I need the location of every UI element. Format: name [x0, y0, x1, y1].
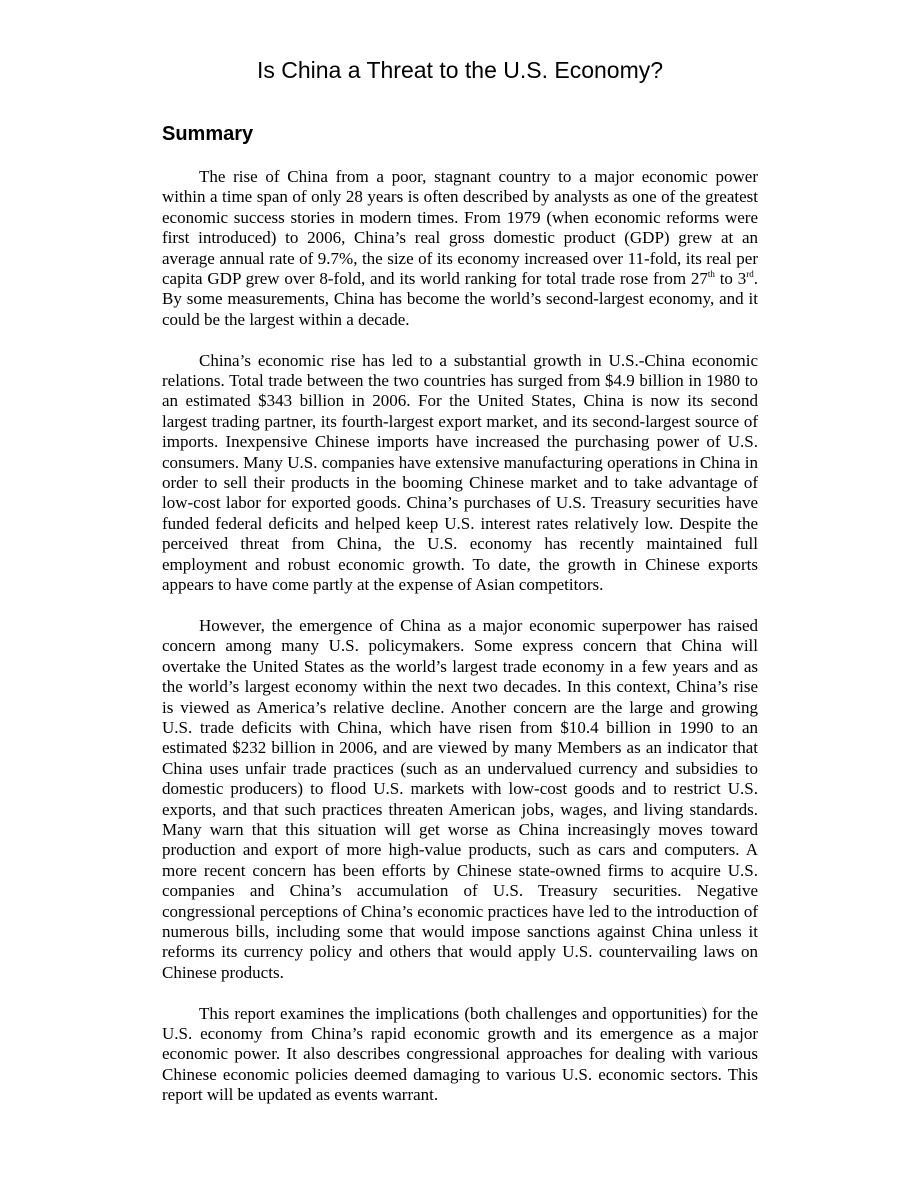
summary-body: [162, 167, 758, 1106]
summary-paragraph-4: This report examines the implications (both challenges and opportunities) for the U.S. economy from China’s rapid economic growth and its emergence as a major economic power. It also describes congressional approaches for dealing with various Chinese economic policies deemed damaging to various U.S. economic sectors. This report will be updated as events warrant.: [162, 1003, 758, 1105]
document-title: Is China a Threat to the U.S. Economy?: [256, 57, 664, 83]
section-heading-summary: Summary: [162, 123, 254, 145]
paragraph-1-text-c: . By some measurements, China has become the world’s second-largest economy, and it could be the largest within a decade.: [162, 269, 758, 329]
ordinal-suffix-th: th: [707, 269, 715, 280]
summary-paragraph-2: China’s economic rise has led to a substantial growth in U.S.-China economic relations. Total trade between the two countries has surged from $4.9 billion in 1980 to an estimated $343 billion in 2006. For the United States, China is now its second largest trading partner, its fourth-largest export market, and its second-largest source of imports. Inexpensive Chinese imports have increased the purchasing power of U.S. consumers. Many U.S. companies have extensive manufacturing operations in China in order to sell their products in the booming Chinese market and to take advantage of low-cost labor for exported goods. China’s purchases of U.S. Treasury securities have funded federal deficits and helped keep U.S. interest rates relatively low. Despite the perceived threat from China, the U.S. economy has recently maintained full employment and robust economic growth. To date, the growth in Chinese exports appears to have come partly at the expense of Asian competitors.: [162, 350, 758, 595]
paragraph-1-text-a: The rise of China from a poor, stagnant country to a major economic power within a time span of only 28 years is often described by analysts as one of the greatest economic success stories in modern times. From 1979 (when economic reforms were first introduced) to 2006, China’s real gross domestic product (GDP) grew at an average annual rate of 9.7%, the size of its economy increased over 11-fold, its real per capita GDP grew over 8-fold, and its world ranking for total trade rose from 27: [162, 167, 758, 289]
paragraph-1-text-b: to 3: [714, 269, 747, 289]
summary-paragraph-1: [162, 167, 758, 330]
summary-paragraph-3: However, the emergence of China as a major economic superpower has raised concern among many U.S. policymakers. Some express concern that China will overtake the United States as the world’s largest trade economy in a few years and as the world’s largest economy within the next two decades. In this context, China’s rise is viewed as America’s relative decline. Another concern are the large and growing U.S. trade deficits with China, which have risen from $10.4 billion in 1990 to an estimated $232 billion in 2006, and are viewed by many Members as an indicator that China uses unfair trade practices (such as an undervalued currency and subsidies to domestic producers) to flood U.S. markets with low-cost goods and to restrict U.S. exports, and that such practices threaten American jobs, wages, and living standards. Many warn that this situation will get worse as China increasingly moves toward production and export of more high-value products, such as cars and computers. A more recent concern has been efforts by Chinese state-owned firms to acquire U.S. companies and China’s accumulation of U.S. Treasury securities. Negative congressional perceptions of China’s economic practices have led to the introduction of numerous bills, including some that would impose sanctions against China unless it reforms its currency policy and others that would apply U.S. countervailing laws on Chinese products.: [162, 615, 758, 982]
ordinal-suffix-rd: rd: [746, 269, 754, 280]
